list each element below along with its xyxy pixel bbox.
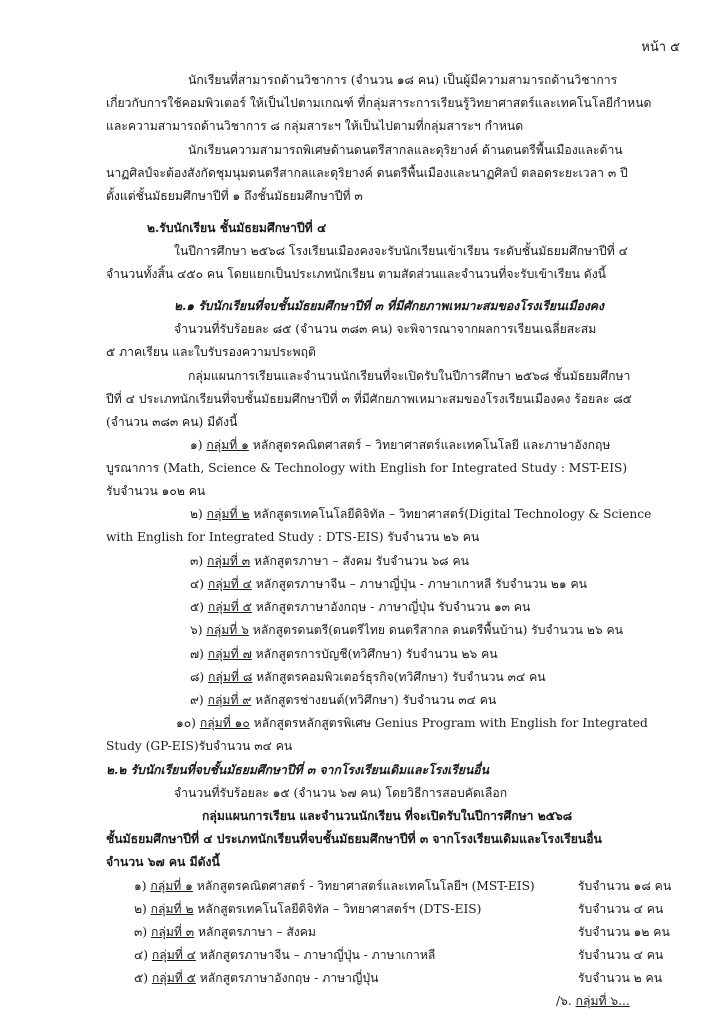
row1-amount: รับจำนวน ๑๘ คน	[578, 879, 672, 893]
group7-label: กลุ่มที่ ๗	[207, 647, 252, 661]
section21-line5: (จำนวน ๓๘๓ คน) มีดังนี้	[106, 415, 238, 429]
group6-item	[190, 622, 623, 639]
group6-course: หลักสูตรดนตรี(ดนตรีไทย ดนตรีสากล ดนตรีพื้นบ้าน) รับจำนวน ๒๖ คน	[252, 623, 624, 637]
section22-line2: กลุ่มแผนการเรียน และจำนวนนักเรียน ที่จะเปิดรับในปีการศึกษา ๒๕๖๘	[202, 809, 573, 823]
group5-item	[190, 599, 530, 616]
list-item	[134, 924, 694, 941]
section21-line2: ๕ ภาคเรียน และใบรับรองความประพฤติ	[106, 345, 316, 359]
intro-p2-line3: ตั้งแต่ชั้นมัธยมศึกษาปีที่ ๑ ถึงชั้นมัธยมศึกษาปีที่ ๓	[106, 189, 363, 203]
group7-number: ๗)	[190, 647, 204, 661]
list-item	[134, 878, 694, 895]
page-number: หน้า ๕	[641, 40, 680, 55]
row1-group: กลุ่มที่ ๑	[150, 879, 193, 893]
group4-label: กลุ่มที่ ๔	[207, 577, 252, 591]
continuation-marker	[556, 993, 630, 1010]
row5-amount: รับจำนวน ๒ คน	[578, 971, 663, 985]
section21-line3: กลุ่มแผนการเรียนและจำนวนนักเรียนที่จะเปิดรับในปีการศึกษา ๒๕๖๘ ชั้นมัธยมศึกษา	[188, 369, 631, 383]
group5-label: กลุ่มที่ ๕	[207, 600, 252, 614]
intro-p1-line1: นักเรียนที่สามารถด้านวิชาการ (จำนวน ๑๘ คน) เป็นผู้มีความสามารถด้านวิชาการ	[188, 73, 618, 87]
group3-number: ๓)	[190, 554, 204, 568]
group2-course: หลักสูตรเทคโนโลยีดิจิทัล – วิทยาศาสตร์(Digital Technology & Science	[253, 507, 652, 521]
group4-number: ๔)	[190, 577, 204, 591]
group8-item	[190, 669, 546, 686]
section22-line4: จำนวน ๖๗ คน มีดังนี้	[106, 855, 220, 869]
row5-number: ๕)	[134, 971, 148, 985]
continuation-group: กลุ่มที่ ๖...	[575, 994, 630, 1008]
section21-line4: ปีที่ ๔ ประเภทนักเรียนที่จบชั้นมัธยมศึกษาปีที่ ๓ ที่มีศักยภาพเหมาะสมของโรงเรียนเมืองคง ร้อยละ ๘๕	[106, 392, 632, 406]
group2-item	[190, 506, 651, 523]
row3-group: กลุ่มที่ ๓	[150, 925, 195, 939]
group10-course-cont: Study (GP-EIS)รับจำนวน ๓๔ คน	[106, 739, 293, 753]
group10-course: หลักสูตรหลักสูตรพิเศษ Genius Program with English for Integrated	[253, 716, 648, 730]
intro-p2-line1: นักเรียนความสามารถพิเศษด้านดนตรีสากลและดุริยางค์ ด้านดนตรีพื้นเมืองและด้าน	[188, 143, 623, 157]
group8-label: กลุ่มที่ ๘	[208, 670, 253, 684]
intro-p2-line2: นาฏศิลป์จะต้องสังกัดชุมนุมดนตรีสากลและดุริยางค์ ดนตรีพื้นเมืองและนาฏศิลป์ ตลอดระยะเวลา ๓ ปี	[106, 166, 628, 180]
group7-item	[190, 646, 498, 663]
row2-amount: รับจำนวน ๔ คน	[578, 902, 664, 916]
group3-label: กลุ่มที่ ๓	[206, 554, 251, 568]
group6-number: ๖)	[190, 623, 203, 637]
group1-number: ๑)	[190, 438, 203, 452]
row2-group: กลุ่มที่ ๒	[150, 902, 194, 916]
section22-heading: ๒.๒ รับนักเรียนที่จบชั้นมัธยมศึกษาปีที่ ๓ จากโรงเรียนเดิมและโรงเรียนอื่น	[106, 763, 489, 777]
section22-line3: ชั้นมัธยมศึกษาปีที่ ๔ ประเภทนักเรียนที่จบชั้นมัธยมศึกษาปีที่ ๓ จากโรงเรียนเดิมและโรงเรียนอื่น	[106, 832, 602, 846]
group8-number: ๘)	[190, 670, 205, 684]
group10-number: ๑๐)	[176, 716, 196, 730]
row3-course: หลักสูตรภาษา – สังคม	[197, 925, 316, 939]
group5-course: หลักสูตรภาษาอังกฤษ - ภาษาญี่ปุ่น รับจำนวน ๑๓ คน	[255, 600, 531, 614]
group3-item	[190, 553, 469, 570]
group4-item	[190, 576, 587, 593]
group1-amount: รับจำนวน ๑๐๒ คน	[106, 484, 206, 498]
group2-number: ๒)	[190, 507, 203, 521]
row1-course: หลักสูตรคณิตศาสตร์ - วิทยาศาสตร์และเทคโนโลยีฯ (MST-EIS)	[196, 879, 535, 893]
group9-number: ๙)	[190, 693, 204, 707]
group1-course: หลักสูตรคณิตศาสตร์ – วิทยาศาสตร์และเทคโนโลยี และภาษาอังกฤษ	[252, 438, 611, 452]
row1-number: ๑)	[134, 879, 147, 893]
row5-group: กลุ่มที่ ๕	[151, 971, 196, 985]
row2-course: หลักสูตรเทคโนโลยีดิจิทัล – วิทยาศาสตร์ฯ (DTS-EIS)	[197, 902, 482, 916]
row4-group: กลุ่มที่ ๔	[151, 948, 196, 962]
group10-label: กลุ่มที่ ๑๐	[199, 716, 250, 730]
group1-course-cont: บูรณาการ (Math, Science & Technology with English for Integrated Study : MST-EIS)	[106, 461, 628, 475]
row3-number: ๓)	[134, 925, 148, 939]
section21-heading: ๒.๑ รับนักเรียนที่จบชั้นมัธยมศึกษาปีที่ ๓ ที่มีศักยภาพเหมาะสมของโรงเรียนเมืองคง	[174, 299, 604, 313]
intro-p1-line3: และความสามารถด้านวิชาการ ๘ กลุ่มสาระฯ ให้เป็นไปตามที่กลุ่มสาระฯ กำหนด	[106, 119, 524, 133]
section22-line1: จำนวนที่รับร้อยละ ๑๕ (จำนวน ๖๗ คน) โดยวิธีการสอบคัดเลือก	[174, 786, 508, 800]
section21-line1: จำนวนที่รับร้อยละ ๘๕ (จำนวน ๓๘๓ คน) จะพิจารณาจากผลการเรียนเฉลี่ยสะสม	[174, 322, 597, 336]
group9-course: หลักสูตรช่างยนต์(ทวิศึกษา) รับจำนวน ๓๔ คน	[255, 693, 497, 707]
group5-number: ๕)	[190, 600, 204, 614]
list-item	[134, 970, 694, 987]
group9-label: กลุ่มที่ ๙	[207, 693, 252, 707]
row3-amount: รับจำนวน ๑๒ คน	[578, 925, 670, 939]
row4-amount: รับจำนวน ๔ คน	[578, 948, 664, 962]
group2-label: กลุ่มที่ ๒	[206, 507, 250, 521]
row4-course: หลักสูตรภาษาจีน – ภาษาญี่ปุ่น - ภาษาเกาหลี	[199, 948, 436, 962]
group8-course: หลักสูตรคอมพิวเตอร์ธุรกิจ(ทวิศึกษา) รับจำนวน ๓๔ คน	[256, 670, 546, 684]
row2-number: ๒)	[134, 902, 147, 916]
list-item	[134, 901, 694, 918]
group7-course: หลักสูตรการบัญชี(ทวิศึกษา) รับจำนวน ๒๖ คน	[255, 647, 498, 661]
section2-line2: จำนวนทั้งสิ้น ๔๕๐ คน โดยแยกเป็นประเภทนักเรียน ตามสัดส่วนและจำนวนที่จะรับเข้าเรียน ดังนี้	[106, 267, 606, 281]
section2-line1: ในปีการศึกษา ๒๕๖๘ โรงเรียนเมืองคงจะรับนักเรียนเข้าเรียน ระดับชั้นมัธยมศึกษาปีที่ ๔	[174, 244, 628, 258]
group10-item	[176, 715, 648, 732]
section22-group-list	[134, 878, 694, 998]
group1-item	[190, 437, 610, 454]
row4-number: ๔)	[134, 948, 148, 962]
section2-heading: ๒.รับนักเรียน ชั้นมัธยมศึกษาปีที่ ๔	[147, 221, 327, 235]
intro-p1-line2: เกี่ยวกับการใช้คอมพิวเตอร์ ให้เป็นไปตามเกณฑ์ ที่กลุ่มสาระการเรียนรู้วิทยาศาสตร์และเทคโนโลยีกำหนด	[106, 96, 652, 110]
group6-label: กลุ่มที่ ๖	[206, 623, 249, 637]
row5-course: หลักสูตรภาษาอังกฤษ - ภาษาญี่ปุ่น	[199, 971, 379, 985]
group3-course: หลักสูตรภาษา – สังคม รับจำนวน ๖๘ คน	[253, 554, 469, 568]
group4-course: หลักสูตรภาษาจีน – ภาษาญี่ปุ่น - ภาษาเกาหลี รับจำนวน ๒๑ คน	[255, 577, 587, 591]
group2-course-cont: with English for Integrated Study : DTS-EIS) รับจำนวน ๒๖ คน	[106, 530, 480, 544]
group9-item	[190, 692, 496, 709]
group1-label: กลุ่มที่ ๑	[206, 438, 249, 452]
continuation-prefix: /๖.	[556, 994, 572, 1008]
list-item	[134, 947, 694, 964]
